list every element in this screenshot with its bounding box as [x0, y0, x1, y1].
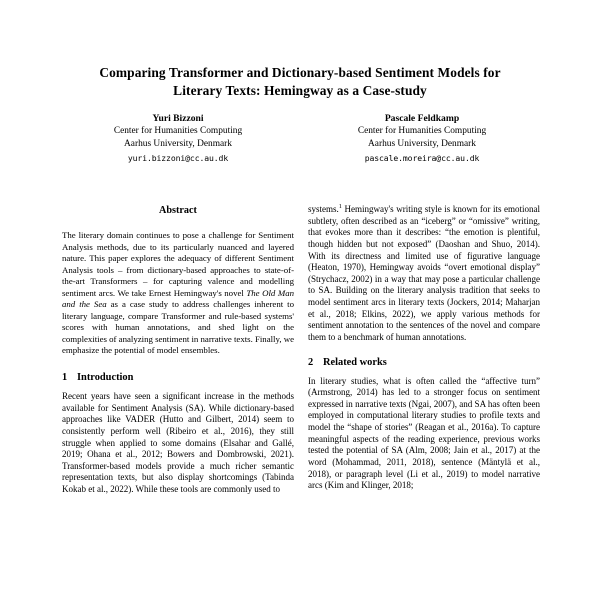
section-number: 1: [62, 372, 68, 384]
two-column-body: [62, 204, 540, 600]
paper-title-line-2: Literary Texts: Hemingway as a Case-study: [173, 82, 427, 98]
author-block: [62, 112, 538, 165]
abstract-text-part-2: as a case study to address challenges inherent to literary language, compare Transformer and rule-based systems' scores with human annotations, and shed light on the complexities of analyzing sentiment in narrative texts. Finally, we emphasize the potential of model ensembles.: [62, 299, 294, 356]
section-number: 2: [308, 356, 314, 368]
novel-title: The Old Man and the Sea: [62, 287, 295, 310]
abstract-paragraph: [62, 230, 294, 357]
author-email: pascale.moreira@cc.au.dk: [364, 152, 480, 163]
continuation-lead-text: systems.: [308, 204, 339, 214]
continuation-paragraph: [308, 204, 540, 344]
section-title: Related works: [323, 356, 387, 368]
left-column: [62, 204, 294, 496]
author-affiliation-line-1: Center for Humanities Computing: [357, 126, 487, 137]
introduction-paragraph: Recent years have seen a significant increase in the methods available for Sentiment Analysis (SA). While dictionary-based approaches like VADER (Hutto and Gilbert, 2014) seem to consistently perform well (Ribeiro et al., 2016), they still struggle when applied to some domains (Elsahar and Gallé, 2019; Ohana et al., 2012; Bowers and Dombrowski, 2021). Transformer-based models provide a much richer semantic representation texts, but also display shortcomings (Tabinda Kokab et al., 2022). While these tools are commonly used to: [62, 391, 294, 495]
section-title: Introduction: [77, 372, 134, 384]
related-works-paragraph: In literary studies, what is often called the “affective turn” (Armstrong, 2014) has led to a stronger focus on sentiment expressed in narrative texts (Ngai, 2007), and SA has often been employed in computational literary studies to profile texts and model the “shape of stories” (Reagan et al., 2016a). To capture meaningful aspects of the reading experience, previous works tested the potential of SA (Alm, 2008; Jain et al., 2017) at the word (Mohammad, 2011, 2018), sentence (Mäntylä et al., 2018), or paragraph level (Li et al., 2019) to model narrative arcs (Kim and Klinger, 2018;: [308, 375, 540, 491]
author-affiliation-line-2: Aarhus University, Denmark: [368, 139, 476, 150]
paper-title-line-1: Comparing Transformer and Dictionary-based Sentiment Models for: [99, 65, 501, 80]
abstract-heading: Abstract: [159, 205, 197, 216]
footnote-marker[interactable]: 1: [338, 202, 342, 210]
section-heading-introduction: [62, 371, 294, 384]
title-block: [62, 64, 538, 99]
page-title: [62, 64, 538, 99]
section-heading-related-works: [308, 356, 540, 369]
author-email: yuri.bizzoni@cc.au.dk: [127, 152, 229, 163]
author-name: Yuri Bizzoni: [152, 113, 204, 124]
abstract-text-part-1: The literary domain continues to pose a challenge for Sentiment Analysis methods, due to its particularly nuanced and layered nature. This paper explores the adequacy of different Sentiment Analysis tools – from dictionary-based approaches to state-of-the-art Transformers – for capturing valence and modelling sentiment arcs. We take Ernest Hemingway's novel: [62, 230, 294, 298]
right-column: [308, 204, 540, 492]
continuation-body-text: Hemingway's writing style is known for its emotional subtlety, often described as an “iceberg” or “omissive” writing, that evokes more than it describes: “the emotion is plentiful, though hidden but not exposed” (Daoshan and Shuo, 2014). With its directness and limited use of figurative language (Heaton, 1970), Hemingway avoids “overt emotional display” (Strychacz, 2002) in a way that may pose a particular challenge to SA. Building on the literary analysis tradition that seeks to model sentiment arcs in literary texts (Jockers, 2014; Maharjan et al., 2018; Elkins, 2022), we apply various methods for sentiment annotation to the sentences of the novel and compare them to a benchmark of human annotations.: [308, 204, 540, 342]
author-name: Pascale Feldkamp: [384, 113, 460, 124]
author-affiliation-line-2: Aarhus University, Denmark: [124, 139, 232, 150]
author-entry-2: [306, 112, 538, 165]
author-affiliation-line-1: Center for Humanities Computing: [113, 126, 243, 137]
author-entry-1: [62, 112, 294, 165]
